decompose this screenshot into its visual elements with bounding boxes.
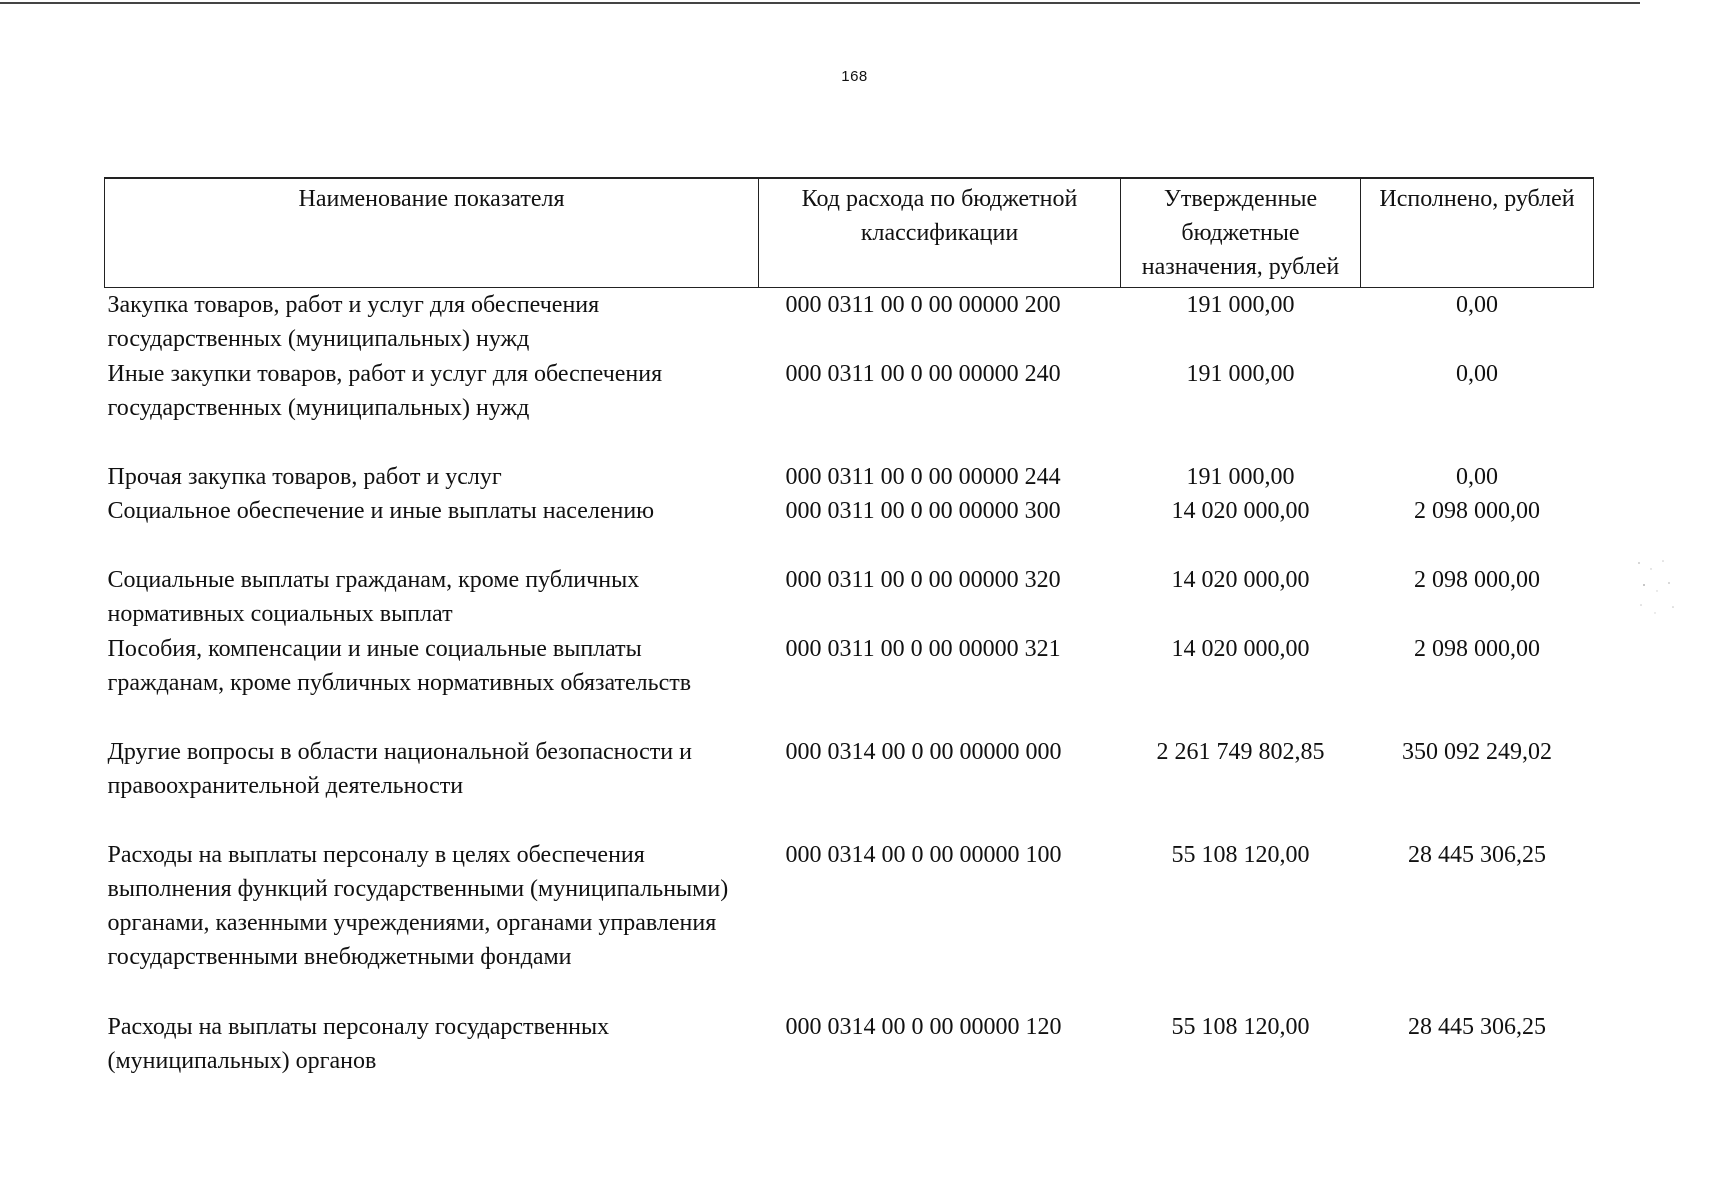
row-executed: 28 445 306,25	[1408, 1013, 1546, 1040]
row-executed: 0,00	[1456, 463, 1498, 490]
row-executed: 2 098 000,00	[1414, 566, 1540, 593]
row-executed: 2 098 000,00	[1414, 497, 1540, 524]
table-row	[105, 357, 1594, 460]
budget-execution-table	[104, 177, 1594, 1079]
row-code: 000 0314 00 0 00 00000 120	[785, 1013, 1062, 1040]
page-number: 168	[841, 68, 868, 85]
header-row	[105, 178, 1594, 288]
row-code: 000 0311 00 0 00 00000 200	[785, 292, 1061, 318]
row-approved: 55 108 120,00	[1171, 1013, 1310, 1040]
top-border-line	[0, 2, 1640, 4]
row-name: Пособия, компенсации и иные социальные выплаты гражданам, кроме публичных нормативных обязательств	[107, 635, 692, 696]
header-approved-amount: Утвержденные бюджетные назначения, рублей	[1121, 178, 1361, 288]
table-row	[105, 838, 1594, 1010]
row-code: 000 0311 00 0 00 00000 300	[785, 497, 1061, 524]
row-approved: 191 000,00	[1186, 360, 1295, 387]
row-approved: 55 108 120,00	[1171, 841, 1310, 868]
row-approved: 191 000,00	[1186, 463, 1295, 490]
row-name: Социальные выплаты гражданам, кроме публичных нормативных социальных выплат	[107, 566, 640, 627]
table-body	[105, 288, 1594, 1079]
table-header	[105, 178, 1594, 288]
row-name: Прочая закупка товаров, работ и услуг	[107, 463, 502, 490]
row-name: Иные закупки товаров, работ и услуг для обеспечения государственных (муниципальных) нужд	[107, 360, 663, 421]
row-executed: 0,00	[1456, 292, 1498, 318]
header-executed-amount: Исполнено, рублей	[1361, 178, 1594, 288]
row-executed: 2 098 000,00	[1414, 635, 1540, 662]
table-row	[105, 563, 1594, 632]
row-code: 000 0314 00 0 00 00000 000	[785, 738, 1062, 765]
table-row	[105, 1010, 1594, 1079]
table-row	[105, 735, 1594, 838]
row-executed: 0,00	[1456, 360, 1498, 387]
row-code: 000 0311 00 0 00 00000 240	[785, 360, 1061, 387]
table-row	[105, 288, 1594, 357]
row-name: Другие вопросы в области национальной безопасности и правоохранительной деятельности	[107, 738, 692, 799]
row-code: 000 0314 00 0 00 00000 100	[785, 841, 1062, 868]
row-executed: 350 092 249,02	[1402, 738, 1552, 765]
table-row	[105, 632, 1594, 735]
row-approved: 14 020 000,00	[1171, 635, 1310, 662]
row-approved: 191 000,00	[1186, 292, 1295, 318]
header-expense-code: Код расхода по бюджетной классификации	[759, 178, 1121, 288]
header-indicator-name: Наименование показателя	[105, 178, 759, 288]
row-name: Расходы на выплаты персоналу государственных (муниципальных) органов	[107, 1013, 610, 1074]
row-name: Социальное обеспечение и иные выплаты населению	[107, 497, 655, 524]
row-executed: 28 445 306,25	[1408, 841, 1546, 868]
row-code: 000 0311 00 0 00 00000 320	[785, 566, 1061, 593]
scan-noise-speckles	[1629, 555, 1689, 625]
row-code: 000 0311 00 0 00 00000 244	[785, 463, 1061, 490]
row-code: 000 0311 00 0 00 00000 321	[785, 635, 1061, 662]
row-approved: 2 261 749 802,85	[1156, 738, 1325, 765]
row-approved: 14 020 000,00	[1171, 566, 1310, 593]
row-name: Закупка товаров, работ и услуг для обеспечения государственных (муниципальных) нужд	[107, 292, 600, 352]
row-approved: 14 020 000,00	[1171, 497, 1310, 524]
table-row	[105, 494, 1594, 563]
row-name: Расходы на выплаты персоналу в целях обеспечения выполнения функций государственными (муниципальными) органами, казенными учреждениями, органами управления государственными внебюджетными фондами	[107, 841, 729, 970]
table-row	[105, 460, 1594, 494]
